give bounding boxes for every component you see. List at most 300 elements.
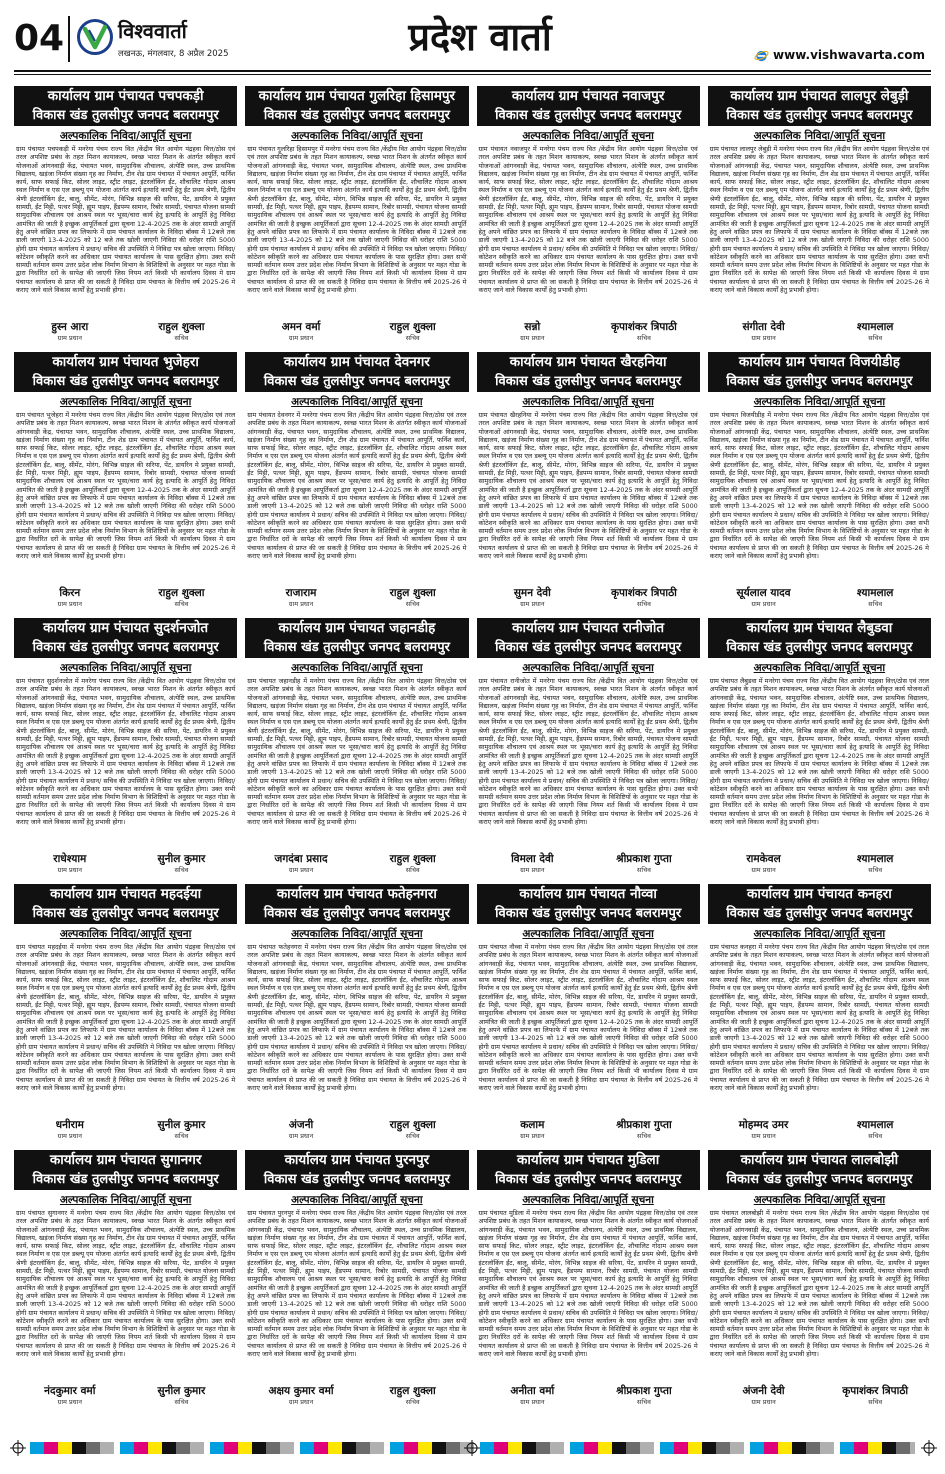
- pradhan-name: मोहम्मद उमर: [738, 1119, 789, 1131]
- sachiv-signature: [357, 320, 469, 343]
- notice-body: [708, 411, 931, 571]
- registration-mark-icon: [464, 1440, 480, 1456]
- office-prefix: कार्यालय ग्राम पंचायत: [276, 886, 383, 902]
- signatures: [245, 1384, 468, 1412]
- tender-notice: [245, 86, 468, 348]
- signatures: [708, 1118, 931, 1146]
- signatures: [245, 1118, 468, 1146]
- tender-notice: [14, 86, 237, 348]
- pradhan-signature: [14, 586, 126, 609]
- notice-office-title: [710, 1151, 929, 1170]
- body-text: में मनरेगा पंचम राज्य वित /केंद्रीय वित आयोग पंद्रहवा वित्त/ठोस एवं तरल अपशिष्ट प्रबंध के तहत मिशन कायाकल्प, स्वच्छ भारत मिशन के अंतर्गत स्वीकृत कार्य योजनाओं आंगनवाड़ी केंद्र, पंचायत भवन, सामुदायिक शौचालय, अंत्येष्टि स्थल, उच्च प्राथमिक विद्यालय, खड़ंजा निर्माण संख्या गृह का निर्माण, टीन शेड ग्राम पंचायत में पंचायत आपूर्ति, फर्निश कार्य, साफ सफाई किट, सोलर लाइट, स्ट्रीट लाइट, इंटरलॉकिंग ईंट, शौचालिट गोदाम आश्रय स्थल निर्माण व एस एल डब्ल्यू एम योजना अंतर्गत कार्य इत्यादि कार्यों हेतु ईंट प्रथम श्रेणी, द्वितीय श्रेणी इंटरलॉकिंग ईंट, बालू, सीमेंट, मोरंग, विभिन्न साइज की सरिया, पेंट, डायरिन मे प्रयुक्त सामग्री, ईंट मिट्टी, पत्थर मिट्टी, ह्यूम पाइप, हैंडपम्प सामान, रिबोर सामग्री, पंचायत योजना सामग्री सामुदायिक शौचालय एवं आश्रय स्थल पर भूसा/चारा कार्य हेतु इत्यादि के आपूर्ति हेतु निविदा आमंत्रित की जाती है इच्छुक आपूर्तिकर्ता द्वारा सूचना 12-4-2025 तक के अंदर सामग्री आपूर्ति हेतु अपने वांछित प्रपत्र का लिफाफे में ग्राम पंचायत कार्यालय के निविदा बॉक्स में 12बजे तक डाली जाएगी 13-4-2025 को 12 बजे तक खोली जाएगी निविदा की धरोहर राशि 5000 होगी ग्राम पंचायत कार्यालय मे प्रधान/ सचिव की उपस्थिति मे निविदा पत्र खोला जाएगा। निविदा/कोटेशन स्वीकृति करने का अधिकार ग्राम पंचायत कार्यालय के पास सुरक्षित होगा। उक्त सभी सामग्री वर्तमान समय उत्तर प्रदेश लोक निर्माण विभाग के विशिष्टियों के अनुसार पर महत गोडा के द्वारा निर्धारित दरों के सापेक्ष की जाएगी जिस नियम शर्त किसी भी कार्यालय दिवस मे ग्राम पंचायत कार्यालय से प्राप्त की जा सकती है निविदा ग्राम पंचायत के वित्तीय वर्ष 2025-26 मे कराए जाने वाले विकास कार्यों हेतु प्रभावी होगा।: [709, 1209, 930, 1359]
- office-prefix: कार्यालय ग्राम पंचायत: [740, 1152, 847, 1168]
- panchayat-name: जहानडीह: [389, 620, 436, 636]
- pradhan-role: ग्राम प्रधान: [288, 1398, 314, 1406]
- notice-header: [477, 86, 700, 126]
- panchayat-name: पुरनपुर: [395, 1152, 430, 1168]
- signatures: [245, 586, 468, 614]
- pradhan-name: सुमन देवी: [513, 587, 551, 599]
- tender-notice: [245, 618, 468, 880]
- notice-header: [245, 618, 468, 658]
- pradhan-signature: [708, 586, 820, 609]
- pradhan-signature: [477, 1118, 589, 1141]
- pradhan-role: ग्राम प्रधान: [520, 1132, 545, 1140]
- notice-type: अल्पकालिक निविदा/आपूर्ति सूचना: [522, 928, 654, 940]
- sachiv-name: सुनील कुमार: [157, 1119, 206, 1131]
- notice-block-line: विकास खंड तुलसीपुर जनपद बलरामपुर: [263, 906, 450, 921]
- notice-body: [14, 943, 237, 1103]
- tender-notice: [708, 1150, 931, 1412]
- panchayat-name: महदईया: [160, 886, 202, 902]
- body-prefix: ग्राम पंचायत: [709, 145, 738, 153]
- body-prefix: ग्राम पंचायत: [16, 145, 45, 153]
- notice-type: अल्पकालिक निविदा/आपूर्ति सूचना: [291, 1194, 423, 1206]
- body-text: में मनरेगा पंचम राज्य वित /केंद्रीय वित आयोग पंद्रहवा वित्त/ठोस एवं तरल अपशिष्ट प्रबंध के तहत मिशन कायाकल्प, स्वच्छ भारत मिशन के अंतर्गत स्वीकृत कार्य योजनाओं आंगनवाड़ी केंद्र, पंचायत भवन, सामुदायिक शौचालय, अंत्येष्टि स्थल, उच्च प्राथमिक विद्यालय, खड़ंजा निर्माण संख्या गृह का निर्माण, टीन शेड ग्राम पंचायत में पंचायत आपूर्ति, फर्निश कार्य, साफ सफाई किट, सोलर लाइट, स्ट्रीट लाइट, इंटरलॉकिंग ईंट, शौचालिट गोदाम आश्रय स्थल निर्माण व एस एल डब्ल्यू एम योजना अंतर्गत कार्य इत्यादि कार्यों हेतु ईंट प्रथम श्रेणी, द्वितीय श्रेणी इंटरलॉकिंग ईंट, बालू, सीमेंट, मोरंग, विभिन्न साइज की सरिया, पेंट, डायरिन मे प्रयुक्त सामग्री, ईंट मिट्टी, पत्थर मिट्टी, ह्यूम पाइप, हैंडपम्प सामान, रिबोर सामग्री, पंचायत योजना सामग्री सामुदायिक शौचालय एवं आश्रय स्थल पर भूसा/चारा कार्य हेतु इत्यादि के आपूर्ति हेतु निविदा आमंत्रित की जाती है इच्छुक आपूर्तिकर्ता द्वारा सूचना 12-4-2025 तक के अंदर सामग्री आपूर्ति हेतु अपने वांछित प्रपत्र का लिफाफे में ग्राम पंचायत कार्यालय के निविदा बॉक्स में 12बजे तक डाली जाएगी 13-4-2025 को 12 बजे तक खोली जाएगी निविदा की धरोहर राशि 5000 होगी ग्राम पंचायत कार्यालय मे प्रधान/ सचिव की उपस्थिति मे निविदा पत्र खोला जाएगा। निविदा/कोटेशन स्वीकृति करने का अधिकार ग्राम पंचायत कार्यालय के पास सुरक्षित होगा। उक्त सभी सामग्री वर्तमान समय उत्तर प्रदेश लोक निर्माण विभाग के विशिष्टियों के अनुसार पर महत गोडा के द्वारा निर्धारित दरों के सापेक्ष की जाएगी जिस नियम शर्त किसी भी कार्यालय दिवस मे ग्राम पंचायत कार्यालय से प्राप्त की जा सकती है निविदा ग्राम पंचायत के वित्तीय वर्ष 2025-26 मे कराए जाने वाले विकास कार्यों हेतु प्रभावी होगा।: [478, 1209, 698, 1359]
- body-text: में मनरेगा पंचम राज्य वित /केंद्रीय वित आयोग पंद्रहवा वित्त/ठोस एवं तरल अपशिष्ट प्रबंध के तहत मिशन कायाकल्प, स्वच्छ भारत मिशन के अंतर्गत स्वीकृत कार्य योजनाओं आंगनवाड़ी केंद्र, पंचायत भवन, सामुदायिक शौचालय, अंत्येष्टि स्थल, उच्च प्राथमिक विद्यालय, खड़ंजा निर्माण संख्या गृह का निर्माण, टीन शेड ग्राम पंचायत में पंचायत आपूर्ति, फर्निश कार्य, साफ सफाई किट, सोलर लाइट, स्ट्रीट लाइट, इंटरलॉकिंग ईंट, शौचालिट गोदाम आश्रय स्थल निर्माण व एस एल डब्ल्यू एम योजना अंतर्गत कार्य इत्यादि कार्यों हेतु ईंट प्रथम श्रेणी, द्वितीय श्रेणी इंटरलॉकिंग ईंट, बालू, सीमेंट, मोरंग, विभिन्न साइज की सरिया, पेंट, डायरिन मे प्रयुक्त सामग्री, ईंट मिट्टी, पत्थर मिट्टी, ह्यूम पाइप, हैंडपम्प सामान, रिबोर सामग्री, पंचायत योजना सामग्री सामुदायिक शौचालय एवं आश्रय स्थल पर भूसा/चारा कार्य हेतु इत्यादि के आपूर्ति हेतु निविदा आमंत्रित की जाती है इच्छुक आपूर्तिकर्ता द्वारा सूचना 12-4-2025 तक के अंदर सामग्री आपूर्ति हेतु अपने वांछित प्रपत्र का लिफाफे में ग्राम पंचायत कार्यालय के निविदा बॉक्स में 12बजे तक डाली जाएगी 13-4-2025 को 12 बजे तक खोली जाएगी निविदा की धरोहर राशि 5000 होगी ग्राम पंचायत कार्यालय मे प्रधान/ सचिव की उपस्थिति मे निविदा पत्र खोला जाएगा। निविदा/कोटेशन स्वीकृति करने का अधिकार ग्राम पंचायत कार्यालय के पास सुरक्षित होगा। उक्त सभी सामग्री वर्तमान समय उत्तर प्रदेश लोक निर्माण विभाग के विशिष्टियों के अनुसार पर महत गोडा के द्वारा निर्धारित दरों के सापेक्ष की जाएगी जिस नियम शर्त किसी भी कार्यालय दिवस मे ग्राम पंचायत कार्यालय से प्राप्त की जा सकती है निविदा ग्राम पंचायत के वित्तीय वर्ष 2025-26 मे कराए जाने वाले विकास कार्यों हेतु प्रभावी होगा।: [16, 1209, 236, 1359]
- pradhan-role: ग्राम प्रधान: [57, 334, 82, 342]
- body-prefix: ग्राम पंचायत: [709, 1209, 739, 1217]
- notice-office-title: [16, 619, 235, 638]
- office-prefix: कार्यालय ग्राम पंचायत: [517, 1152, 624, 1168]
- pradhan-role: ग्राम प्रधान: [751, 1132, 776, 1140]
- notice-body: [245, 145, 468, 305]
- pradhan-role: ग्राम प्रधान: [751, 334, 776, 342]
- pradhan-name: राजाराम: [285, 587, 317, 599]
- notice-block-line: विकास खंड तुलसीपुर जनपद बलरामपुर: [726, 906, 913, 921]
- brand-name: विश्ववार्ता: [118, 19, 187, 43]
- pradhan-signature: [14, 320, 126, 343]
- tender-notice: [477, 352, 700, 614]
- sachiv-role: सचिव: [174, 1132, 189, 1140]
- body-panchayat-name: पुरनपुर: [277, 1209, 294, 1217]
- pradhan-name: अमन वर्मा: [281, 321, 321, 333]
- notice-header: [245, 884, 468, 924]
- notice-type: अल्पकालिक निविदा/आपूर्ति सूचना: [59, 928, 192, 940]
- notice-body: [14, 1209, 237, 1369]
- body-panchayat-name: देवनगर: [277, 411, 295, 419]
- notice-type: अल्पकालिक निविदा/आपूर्ति सूचना: [59, 1194, 192, 1206]
- pradhan-role: ग्राम प्रधान: [751, 1398, 776, 1406]
- signatures: [477, 852, 700, 880]
- body-text: में मनरेगा पंचम राज्य वित /केंद्रीय वित आयोग पंद्रहवा वित्त/ठोस एवं तरल अपशिष्ट प्रबंध के तहत मिशन कायाकल्प, स्वच्छ भारत मिशन के अंतर्गत स्वीकृत कार्य योजनाओं आंगनवाड़ी केंद्र, पंचायत भवन, सामुदायिक शौचालय, अंत्येष्टि स्थल, उच्च प्राथमिक विद्यालय, खड़ंजा निर्माण संख्या गृह का निर्माण, टीन शेड ग्राम पंचायत में पंचायत आपूर्ति, फर्निश कार्य, साफ सफाई किट, सोलर लाइट, स्ट्रीट लाइट, इंटरलॉकिंग ईंट, शौचालिट गोदाम आश्रय स्थल निर्माण व एस एल डब्ल्यू एम योजना अंतर्गत कार्य इत्यादि कार्यों हेतु ईंट प्रथम श्रेणी, द्वितीय श्रेणी इंटरलॉकिंग ईंट, बालू, सीमेंट, मोरंग, विभिन्न साइज की सरिया, पेंट, डायरिन मे प्रयुक्त सामग्री, ईंट मिट्टी, पत्थर मिट्टी, ह्यूम पाइप, हैंडपम्प सामान, रिबोर सामग्री, पंचायत योजना सामग्री सामुदायिक शौचालय एवं आश्रय स्थल पर भूसा/चारा कार्य हेतु इत्यादि के आपूर्ति हेतु निविदा आमंत्रित की जाती है इच्छुक आपूर्तिकर्ता द्वारा सूचना 12-4-2025 तक के अंदर सामग्री आपूर्ति हेतु अपने वांछित प्रपत्र का लिफाफे में ग्राम पंचायत कार्यालय के निविदा बॉक्स में 12बजे तक डाली जाएगी 13-4-2025 को 12 बजे तक खोली जाएगी निविदा की धरोहर राशि 5000 होगी ग्राम पंचायत कार्यालय मे प्रधान/ सचिव की उपस्थिति मे निविदा पत्र खोला जाएगा। निविदा/कोटेशन स्वीकृति करने का अधिकार ग्राम पंचायत कार्यालय के पास सुरक्षित होगा। उक्त सभी सामग्री वर्तमान समय उत्तर प्रदेश लोक निर्माण विभाग के विशिष्टियों के अनुसार पर महत गोडा के द्वारा निर्धारित दरों के सापेक्ष की जाएगी जिस नियम शर्त किसी भी कार्यालय दिवस मे ग्राम पंचायत कार्यालय से प्राप्त की जा सकती है निविदा ग्राम पंचायत के वित्तीय वर्ष 2025-26 मे कराए जाने वाले विकास कार्यों हेतु प्रभावी होगा।: [247, 943, 467, 1093]
- notice-block-line: विकास खंड तुलसीपुर जनपद बलरामपुर: [495, 1172, 682, 1187]
- body-prefix: ग्राम पंचायत: [247, 677, 276, 685]
- notice-type: अल्पकालिक निविदा/आपूर्ति सूचना: [522, 1194, 654, 1206]
- body-panchayat-name: लालपुर लेबुड़ी: [739, 145, 772, 153]
- body-text: में मनरेगा पंचम राज्य वित /केंद्रीय वित आयोग पंद्रहवा वित्त/ठोस एवं तरल अपशिष्ट प्रबंध के तहत मिशन कायाकल्प, स्वच्छ भारत मिशन के अंतर्गत स्वीकृत कार्य योजनाओं आंगनवाड़ी केंद्र, पंचायत भवन, सामुदायिक शौचालय, अंत्येष्टि स्थल, उच्च प्राथमिक विद्यालय, खड़ंजा निर्माण संख्या गृह का निर्माण, टीन शेड ग्राम पंचायत में पंचायत आपूर्ति, फर्निश कार्य, साफ सफाई किट, सोलर लाइट, स्ट्रीट लाइट, इंटरलॉकिंग ईंट, शौचालिट गोदाम आश्रय स्थल निर्माण व एस एल डब्ल्यू एम योजना अंतर्गत कार्य इत्यादि कार्यों हेतु ईंट प्रथम श्रेणी, द्वितीय श्रेणी इंटरलॉकिंग ईंट, बालू, सीमेंट, मोरंग, विभिन्न साइज की सरिया, पेंट, डायरिन मे प्रयुक्त सामग्री, ईंट मिट्टी, पत्थर मिट्टी, ह्यूम पाइप, हैंडपम्प सामान, रिबोर सामग्री, पंचायत योजना सामग्री सामुदायिक शौचालय एवं आश्रय स्थल पर भूसा/चारा कार्य हेतु इत्यादि के आपूर्ति हेतु निविदा आमंत्रित की जाती है इच्छुक आपूर्तिकर्ता द्वारा सूचना 12-4-2025 तक के अंदर सामग्री आपूर्ति हेतु अपने वांछित प्रपत्र का लिफाफे में ग्राम पंचायत कार्यालय के निविदा बॉक्स में 12बजे तक डाली जाएगी 13-4-2025 को 12 बजे तक खोली जाएगी निविदा की धरोहर राशि 5000 होगी ग्राम पंचायत कार्यालय मे प्रधान/ सचिव की उपस्थिति मे निविदा पत्र खोला जाएगा। निविदा/कोटेशन स्वीकृति करने का अधिकार ग्राम पंचायत कार्यालय के पास सुरक्षित होगा। उक्त सभी सामग्री वर्तमान समय उत्तर प्रदेश लोक निर्माण विभाग के विशिष्टियों के अनुसार पर महत गोडा के द्वारा निर्धारित दरों के सापेक्ष की जाएगी जिस नियम शर्त किसी भी कार्यालय दिवस मे ग्राम पंचायत कार्यालय से प्राप्त की जा सकती है निविदा ग्राम पंचायत के वित्तीय वर्ष 2025-26 मे कराए जाने वाले विकास कार्यों हेतु प्रभावी होगा।: [478, 943, 698, 1093]
- panchayat-name: लालबोझी: [851, 1152, 899, 1168]
- vishwavarta-logo-icon: [76, 18, 114, 56]
- pradhan-signature: [708, 320, 820, 343]
- panchayat-name: पचपकड़ी: [158, 88, 204, 104]
- tender-notice: [708, 884, 931, 1146]
- sachiv-role: सचिव: [868, 1132, 883, 1140]
- pradhan-role: ग्राम प्रधान: [520, 334, 545, 342]
- pradhan-signature: [14, 1384, 126, 1407]
- body-text: में मनरेगा पंचम राज्य वित /केंद्रीय वित आयोग पंद्रहवा वित्त/ठोस एवं तरल अपशिष्ट प्रबंध के तहत मिशन कायाकल्प, स्वच्छ भारत मिशन के अंतर्गत स्वीकृत कार्य योजनाओं आंगनवाड़ी केंद्र, पंचायत भवन, सामुदायिक शौचालय, अंत्येष्टि स्थल, उच्च प्राथमिक विद्यालय, खड़ंजा निर्माण संख्या गृह का निर्माण, टीन शेड ग्राम पंचायत में पंचायत आपूर्ति, फर्निश कार्य, साफ सफाई किट, सोलर लाइट, स्ट्रीट लाइट, इंटरलॉकिंग ईंट, शौचालिट गोदाम आश्रय स्थल निर्माण व एस एल डब्ल्यू एम योजना अंतर्गत कार्य इत्यादि कार्यों हेतु ईंट प्रथम श्रेणी, द्वितीय श्रेणी इंटरलॉकिंग ईंट, बालू, सीमेंट, मोरंग, विभिन्न साइज की सरिया, पेंट, डायरिन मे प्रयुक्त सामग्री, ईंट मिट्टी, पत्थर मिट्टी, ह्यूम पाइप, हैंडपम्प सामान, रिबोर सामग्री, पंचायत योजना सामग्री सामुदायिक शौचालय एवं आश्रय स्थल पर भूसा/चारा कार्य हेतु इत्यादि के आपूर्ति हेतु निविदा आमंत्रित की जाती है इच्छुक आपूर्तिकर्ता द्वारा सूचना 12-4-2025 तक के अंदर सामग्री आपूर्ति हेतु अपने वांछित प्रपत्र का लिफाफे में ग्राम पंचायत कार्यालय के निविदा बॉक्स में 12बजे तक डाली जाएगी 13-4-2025 को 12 बजे तक खोली जाएगी निविदा की धरोहर राशि 5000 होगी ग्राम पंचायत कार्यालय मे प्रधान/ सचिव की उपस्थिति मे निविदा पत्र खोला जाएगा। निविदा/कोटेशन स्वीकृति करने का अधिकार ग्राम पंचायत कार्यालय के पास सुरक्षित होगा। उक्त सभी सामग्री वर्तमान समय उत्तर प्रदेश लोक निर्माण विभाग के विशिष्टियों के अनुसार पर महत गोडा के द्वारा निर्धारित दरों के सापेक्ष की जाएगी जिस नियम शर्त किसी भी कार्यालय दिवस मे ग्राम पंचायत कार्यालय से प्राप्त की जा सकती है निविदा ग्राम पंचायत के वित्तीय वर्ष 2025-26 मे कराए जाने वाले विकास कार्यों हेतु प्रभावी होगा।: [478, 411, 698, 561]
- notice-office-title: [16, 1151, 235, 1170]
- signatures: [477, 586, 700, 614]
- panchayat-name: लालपुर लेबुड़ी: [841, 88, 909, 104]
- pradhan-signature: [708, 1118, 820, 1141]
- sachiv-signature: [357, 1118, 469, 1141]
- sachiv-name: श्यामलाल: [856, 1119, 894, 1131]
- body-text: में मनरेगा पंचम राज्य वित /केंद्रीय वित आयोग पंद्रहवा वित्त/ठोस एवं तरल अपशिष्ट प्रबंध के तहत मिशन कायाकल्प, स्वच्छ भारत मिशन के अंतर्गत स्वीकृत कार्य योजनाओं आंगनवाड़ी केंद्र, पंचायत भवन, सामुदायिक शौचालय, अंत्येष्टि स्थल, उच्च प्राथमिक विद्यालय, खड़ंजा निर्माण संख्या गृह का निर्माण, टीन शेड ग्राम पंचायत में पंचायत आपूर्ति, फर्निश कार्य, साफ सफाई किट, सोलर लाइट, स्ट्रीट लाइट, इंटरलॉकिंग ईंट, शौचालिट गोदाम आश्रय स्थल निर्माण व एस एल डब्ल्यू एम योजना अंतर्गत कार्य इत्यादि कार्यों हेतु ईंट प्रथम श्रेणी, द्वितीय श्रेणी इंटरलॉकिंग ईंट, बालू, सीमेंट, मोरंग, विभिन्न साइज की सरिया, पेंट, डायरिन मे प्रयुक्त सामग्री, ईंट मिट्टी, पत्थर मिट्टी, ह्यूम पाइप, हैंडपम्प सामान, रिबोर सामग्री, पंचायत योजना सामग्री सामुदायिक शौचालय एवं आश्रय स्थल पर भूसा/चारा कार्य हेतु इत्यादि के आपूर्ति हेतु निविदा आमंत्रित की जाती है इच्छुक आपूर्तिकर्ता द्वारा सूचना 12-4-2025 तक के अंदर सामग्री आपूर्ति हेतु अपने वांछित प्रपत्र का लिफाफे में ग्राम पंचायत कार्यालय के निविदा बॉक्स में 12बजे तक डाली जाएगी 13-4-2025 को 12 बजे तक खोली जाएगी निविदा की धरोहर राशि 5000 होगी ग्राम पंचायत कार्यालय मे प्रधान/ सचिव की उपस्थिति मे निविदा पत्र खोला जाएगा। निविदा/कोटेशन स्वीकृति करने का अधिकार ग्राम पंचायत कार्यालय के पास सुरक्षित होगा। उक्त सभी सामग्री वर्तमान समय उत्तर प्रदेश लोक निर्माण विभाग के विशिष्टियों के अनुसार पर महत गोडा के द्वारा निर्धारित दरों के सापेक्ष की जाएगी जिस नियम शर्त किसी भी कार्यालय दिवस मे ग्राम पंचायत कार्यालय से प्राप्त की जा सकती है निविदा ग्राम पंचायत के वित्तीय वर्ष 2025-26 मे कराए जाने वाले विकास कार्यों हेतु प्रभावी होगा।: [16, 145, 236, 295]
- tender-notice: [477, 884, 700, 1146]
- sachiv-name: राहुल शुक्ला: [158, 321, 205, 333]
- sachiv-signature: [126, 1118, 238, 1141]
- notice-header: [708, 618, 931, 658]
- masthead-rule: [14, 70, 931, 72]
- notice-header: [477, 1150, 700, 1190]
- signatures: [14, 852, 237, 880]
- sachiv-signature: [588, 1384, 700, 1407]
- signatures: [245, 852, 468, 880]
- notice-body: [477, 145, 700, 305]
- office-prefix: कार्यालय ग्राम पंचायत: [746, 620, 853, 636]
- notice-office-title: [16, 87, 235, 106]
- notice-block-line: विकास खंड तुलसीपुर जनपद बलरामपुर: [495, 640, 682, 655]
- sachiv-role: सचिव: [637, 334, 651, 342]
- sachiv-name: श्रीप्रकाश गुप्ता: [616, 1119, 672, 1131]
- notice-type: अल्पकालिक निविदा/आपूर्ति सूचना: [522, 396, 654, 408]
- pradhan-role: ग्राम प्रधान: [57, 866, 82, 874]
- tender-notice: [708, 86, 931, 348]
- body-panchayat-name: रानीजोत: [510, 677, 530, 685]
- office-prefix: कार्यालय ग्राम पंचायत: [284, 1152, 391, 1168]
- notice-header: [477, 884, 700, 924]
- tender-notice: [708, 618, 931, 880]
- sachiv-name: राहुल शुक्ला: [389, 1385, 436, 1397]
- body-prefix: ग्राम पंचायत: [247, 411, 276, 419]
- pradhan-signature: [245, 1384, 357, 1407]
- signatures: [245, 320, 468, 348]
- sachiv-role: सचिव: [174, 866, 189, 874]
- pradhan-signature: [477, 852, 589, 875]
- dateline: लखनऊ, मंगलवार, 8 अप्रैल 2025: [118, 49, 229, 59]
- section-title: प्रदेश वार्ता: [408, 15, 552, 59]
- pradhan-name: किरन: [59, 587, 81, 599]
- notice-body: [477, 411, 700, 571]
- page-number: 04: [14, 16, 70, 62]
- notice-block-line: विकास खंड तुलसीपुर जनपद बलरामपुर: [32, 640, 219, 655]
- notice-body: [245, 943, 468, 1103]
- notice-header: [14, 86, 237, 126]
- notice-body: [708, 1209, 931, 1369]
- notice-type: अल्पकालिक निविदा/आपूर्ति सूचना: [59, 396, 192, 408]
- web-e-icon: [754, 48, 769, 63]
- notice-office-title: [479, 1151, 698, 1170]
- panchayat-name: खैरहनिया: [620, 354, 667, 370]
- pradhan-role: ग्राम प्रधान: [57, 600, 82, 608]
- office-prefix: कार्यालय ग्राम पंचायत: [49, 1152, 156, 1168]
- notice-block-line: विकास खंड तुलसीपुर जनपद बलरामपुर: [263, 108, 450, 123]
- signatures: [477, 1118, 700, 1146]
- sachiv-name: कृपाशंकर त्रिपाठी: [610, 587, 677, 599]
- tender-notice: [245, 884, 468, 1146]
- body-prefix: ग्राम पंचायत: [709, 677, 738, 685]
- body-panchayat-name: जहानडीह: [278, 677, 301, 685]
- office-prefix: कार्यालय ग्राम पंचायत: [746, 886, 853, 902]
- pradhan-role: ग्राम प्रधान: [520, 1398, 545, 1406]
- body-prefix: ग्राम पंचायत: [478, 943, 507, 951]
- notice-office-title: [479, 885, 698, 904]
- sachiv-role: सचिव: [174, 334, 189, 342]
- pradhan-role: ग्राम प्रधान: [751, 866, 776, 874]
- body-prefix: ग्राम पंचायत: [709, 943, 738, 951]
- notice-header: [245, 352, 468, 392]
- notice-body: [14, 411, 237, 571]
- notice-body: [708, 145, 931, 305]
- office-prefix: कार्यालय ग्राम पंचायत: [278, 620, 385, 636]
- pradhan-name: सन्नो: [524, 321, 541, 333]
- sachiv-role: सचिव: [174, 600, 189, 608]
- body-panchayat-name: कनहरा: [740, 943, 757, 951]
- office-prefix: कार्यालय ग्राम पंचायत: [512, 620, 619, 636]
- notice-block-line: विकास खंड तुलसीपुर जनपद बलरामपुर: [726, 108, 913, 123]
- signatures: [708, 320, 931, 348]
- sachiv-name: राहुल शुक्ला: [389, 1119, 436, 1131]
- masthead-rule-thin: [14, 74, 931, 75]
- notice-block-line: विकास खंड तुलसीपुर जनपद बलरामपुर: [32, 374, 219, 389]
- notice-header: [708, 1150, 931, 1190]
- sachiv-role: सचिव: [868, 866, 883, 874]
- notice-office-title: [16, 353, 235, 372]
- pradhan-signature: [245, 320, 357, 343]
- notice-block-line: विकास खंड तुलसीपुर जनपद बलरामपुर: [726, 1172, 913, 1187]
- sachiv-name: श्यामलाल: [856, 321, 894, 333]
- notice-header: [14, 1150, 237, 1190]
- body-prefix: ग्राम पंचायत: [709, 411, 739, 419]
- notice-type: अल्पकालिक निविदा/आपूर्ति सूचना: [291, 130, 423, 142]
- body-text: में मनरेगा पंचम राज्य वित /केंद्रीय वित आयोग पंद्रहवा वित्त/ठोस एवं तरल अपशिष्ट प्रबंध के तहत मिशन कायाकल्प, स्वच्छ भारत मिशन के अंतर्गत स्वीकृत कार्य योजनाओं आंगनवाड़ी केंद्र, पंचायत भवन, सामुदायिक शौचालय, अंत्येष्टि स्थल, उच्च प्राथमिक विद्यालय, खड़ंजा निर्माण संख्या गृह का निर्माण, टीन शेड ग्राम पंचायत में पंचायत आपूर्ति, फर्निश कार्य, साफ सफाई किट, सोलर लाइट, स्ट्रीट लाइट, इंटरलॉकिंग ईंट, शौचालिट गोदाम आश्रय स्थल निर्माण व एस एल डब्ल्यू एम योजना अंतर्गत कार्य इत्यादि कार्यों हेतु ईंट प्रथम श्रेणी, द्वितीय श्रेणी इंटरलॉकिंग ईंट, बालू, सीमेंट, मोरंग, विभिन्न साइज की सरिया, पेंट, डायरिन मे प्रयुक्त सामग्री, ईंट मिट्टी, पत्थर मिट्टी, ह्यूम पाइप, हैंडपम्प सामान, रिबोर सामग्री, पंचायत योजना सामग्री सामुदायिक शौचालय एवं आश्रय स्थल पर भूसा/चारा कार्य हेतु इत्यादि के आपूर्ति हेतु निविदा आमंत्रित की जाती है इच्छुक आपूर्तिकर्ता द्वारा सूचना 12-4-2025 तक के अंदर सामग्री आपूर्ति हेतु अपने वांछित प्रपत्र का लिफाफे में ग्राम पंचायत कार्यालय के निविदा बॉक्स में 12बजे तक डाली जाएगी 13-4-2025 को 12 बजे तक खोली जाएगी निविदा की धरोहर राशि 5000 होगी ग्राम पंचायत कार्यालय मे प्रधान/ सचिव की उपस्थिति मे निविदा पत्र खोला जाएगा। निविदा/कोटेशन स्वीकृति करने का अधिकार ग्राम पंचायत कार्यालय के पास सुरक्षित होगा। उक्त सभी सामग्री वर्तमान समय उत्तर प्रदेश लोक निर्माण विभाग के विशिष्टियों के अनुसार पर महत गोडा के द्वारा निर्धारित दरों के सापेक्ष की जाएगी जिस नियम शर्त किसी भी कार्यालय दिवस मे ग्राम पंचायत कार्यालय से प्राप्त की जा सकती है निविदा ग्राम पंचायत के वित्तीय वर्ष 2025-26 मे कराए जाने वाले विकास कार्यों हेतु प्रभावी होगा।: [247, 145, 467, 295]
- pradhan-name: कलाम: [520, 1119, 545, 1131]
- notice-header: [14, 352, 237, 392]
- sachiv-name: सुनील कुमार: [157, 1385, 206, 1397]
- pradhan-role: ग्राम प्रधान: [57, 1398, 82, 1406]
- office-prefix: कार्यालय ग्राम पंचायत: [47, 88, 154, 104]
- sachiv-role: सचिव: [405, 334, 420, 342]
- body-panchayat-name: सुदर्शनजोत: [46, 677, 73, 685]
- signatures: [14, 1384, 237, 1412]
- notice-body: [708, 943, 931, 1103]
- pradhan-role: ग्राम प्रधान: [288, 600, 314, 608]
- notice-office-title: [247, 1151, 466, 1170]
- sachiv-signature: [126, 320, 238, 343]
- notice-office-title: [710, 353, 929, 372]
- sachiv-role: सचिव: [405, 866, 420, 874]
- body-text: में मनरेगा पंचम राज्य वित /केंद्रीय वित आयोग पंद्रहवा वित्त/ठोस एवं तरल अपशिष्ट प्रबंध के तहत मिशन कायाकल्प, स्वच्छ भारत मिशन के अंतर्गत स्वीकृत कार्य योजनाओं आंगनवाड़ी केंद्र, पंचायत भवन, सामुदायिक शौचालय, अंत्येष्टि स्थल, उच्च प्राथमिक विद्यालय, खड़ंजा निर्माण संख्या गृह का निर्माण, टीन शेड ग्राम पंचायत में पंचायत आपूर्ति, फर्निश कार्य, साफ सफाई किट, सोलर लाइट, स्ट्रीट लाइट, इंटरलॉकिंग ईंट, शौचालिट गोदाम आश्रय स्थल निर्माण व एस एल डब्ल्यू एम योजना अंतर्गत कार्य इत्यादि कार्यों हेतु ईंट प्रथम श्रेणी, द्वितीय श्रेणी इंटरलॉकिंग ईंट, बालू, सीमेंट, मोरंग, विभिन्न साइज की सरिया, पेंट, डायरिन मे प्रयुक्त सामग्री, ईंट मिट्टी, पत्थर मिट्टी, ह्यूम पाइप, हैंडपम्प सामान, रिबोर सामग्री, पंचायत योजना सामग्री सामुदायिक शौचालय एवं आश्रय स्थल पर भूसा/चारा कार्य हेतु इत्यादि के आपूर्ति हेतु निविदा आमंत्रित की जाती है इच्छुक आपूर्तिकर्ता द्वारा सूचना 12-4-2025 तक के अंदर सामग्री आपूर्ति हेतु अपने वांछित प्रपत्र का लिफाफे में ग्राम पंचायत कार्यालय के निविदा बॉक्स में 12बजे तक डाली जाएगी 13-4-2025 को 12 बजे तक खोली जाएगी निविदा की धरोहर राशि 5000 होगी ग्राम पंचायत कार्यालय मे प्रधान/ सचिव की उपस्थिति मे निविदा पत्र खोला जाएगा। निविदा/कोटेशन स्वीकृति करने का अधिकार ग्राम पंचायत कार्यालय के पास सुरक्षित होगा। उक्त सभी सामग्री वर्तमान समय उत्तर प्रदेश लोक निर्माण विभाग के विशिष्टियों के अनुसार पर महत गोडा के द्वारा निर्धारित दरों के सापेक्ष की जाएगी जिस नियम शर्त किसी भी कार्यालय दिवस मे ग्राम पंचायत कार्यालय से प्राप्त की जा सकती है निविदा ग्राम पंचायत के वित्तीय वर्ष 2025-26 मे कराए जाने वाले विकास कार्यों हेतु प्रभावी होगा।: [709, 943, 929, 1093]
- notice-office-title: [710, 619, 929, 638]
- body-text: में मनरेगा पंचम राज्य वित /केंद्रीय वित आयोग पंद्रहवा वित्त/ठोस एवं तरल अपशिष्ट प्रबंध के तहत मिशन कायाकल्प, स्वच्छ भारत मिशन के अंतर्गत स्वीकृत कार्य योजनाओं आंगनवाड़ी केंद्र, पंचायत भवन, सामुदायिक शौचालय, अंत्येष्टि स्थल, उच्च प्राथमिक विद्यालय, खड़ंजा निर्माण संख्या गृह का निर्माण, टीन शेड ग्राम पंचायत में पंचायत आपूर्ति, फर्निश कार्य, साफ सफाई किट, सोलर लाइट, स्ट्रीट लाइट, इंटरलॉकिंग ईंट, शौचालिट गोदाम आश्रय स्थल निर्माण व एस एल डब्ल्यू एम योजना अंतर्गत कार्य इत्यादि कार्यों हेतु ईंट प्रथम श्रेणी, द्वितीय श्रेणी इंटरलॉकिंग ईंट, बालू, सीमेंट, मोरंग, विभिन्न साइज की सरिया, पेंट, डायरिन मे प्रयुक्त सामग्री, ईंट मिट्टी, पत्थर मिट्टी, ह्यूम पाइप, हैंडपम्प सामान, रिबोर सामग्री, पंचायत योजना सामग्री सामुदायिक शौचालय एवं आश्रय स्थल पर भूसा/चारा कार्य हेतु इत्यादि के आपूर्ति हेतु निविदा आमंत्रित की जाती है इच्छुक आपूर्तिकर्ता द्वारा सूचना 12-4-2025 तक के अंदर सामग्री आपूर्ति हेतु अपने वांछित प्रपत्र का लिफाफे में ग्राम पंचायत कार्यालय के निविदा बॉक्स में 12बजे तक डाली जाएगी 13-4-2025 को 12 बजे तक खोली जाएगी निविदा की धरोहर राशि 5000 होगी ग्राम पंचायत कार्यालय मे प्रधान/ सचिव की उपस्थिति मे निविदा पत्र खोला जाएगा। निविदा/कोटेशन स्वीकृति करने का अधिकार ग्राम पंचायत कार्यालय के पास सुरक्षित होगा। उक्त सभी सामग्री वर्तमान समय उत्तर प्रदेश लोक निर्माण विभाग के विशिष्टियों के अनुसार पर महत गोडा के द्वारा निर्धारित दरों के सापेक्ष की जाएगी जिस नियम शर्त किसी भी कार्यालय दिवस मे ग्राम पंचायत कार्यालय से प्राप्त की जा सकती है निविदा ग्राम पंचायत के वित्तीय वर्ष 2025-26 मे कराए जाने वाले विकास कार्यों हेतु प्रभावी होगा।: [709, 411, 930, 561]
- panchayat-name: विजयीडीह: [849, 354, 900, 370]
- notice-type: अल्पकालिक निविदा/आपूर्ति सूचना: [753, 662, 886, 674]
- notice-block-line: विकास खंड तुलसीपुर जनपद बलरामपुर: [32, 1172, 219, 1187]
- notice-block-line: विकास खंड तुलसीपुर जनपद बलरामपुर: [495, 906, 682, 921]
- body-prefix: ग्राम पंचायत: [478, 145, 508, 153]
- notice-office-title: [479, 353, 698, 372]
- notice-type: अल्पकालिक निविदा/आपूर्ति सूचना: [522, 130, 654, 142]
- sachiv-signature: [588, 852, 700, 875]
- body-text: में मनरेगा पंचम राज्य वित /केंद्रीय वित आयोग पंद्रहवा वित्त/ठोस एवं तरल अपशिष्ट प्रबंध के तहत मिशन कायाकल्प, स्वच्छ भारत मिशन के अंतर्गत स्वीकृत कार्य योजनाओं आंगनवाड़ी केंद्र, पंचायत भवन, सामुदायिक शौचालय, अंत्येष्टि स्थल, उच्च प्राथमिक विद्यालय, खड़ंजा निर्माण संख्या गृह का निर्माण, टीन शेड ग्राम पंचायत में पंचायत आपूर्ति, फर्निश कार्य, साफ सफाई किट, सोलर लाइट, स्ट्रीट लाइट, इंटरलॉकिंग ईंट, शौचालिट गोदाम आश्रय स्थल निर्माण व एस एल डब्ल्यू एम योजना अंतर्गत कार्य इत्यादि कार्यों हेतु ईंट प्रथम श्रेणी, द्वितीय श्रेणी इंटरलॉकिंग ईंट, बालू, सीमेंट, मोरंग, विभिन्न साइज की सरिया, पेंट, डायरिन मे प्रयुक्त सामग्री, ईंट मिट्टी, पत्थर मिट्टी, ह्यूम पाइप, हैंडपम्प सामान, रिबोर सामग्री, पंचायत योजना सामग्री सामुदायिक शौचालय एवं आश्रय स्थल पर भूसा/चारा कार्य हेतु इत्यादि के आपूर्ति हेतु निविदा आमंत्रित की जाती है इच्छुक आपूर्तिकर्ता द्वारा सूचना 12-4-2025 तक के अंदर सामग्री आपूर्ति हेतु अपने वांछित प्रपत्र का लिफाफे में ग्राम पंचायत कार्यालय के निविदा बॉक्स में 12बजे तक डाली जाएगी 13-4-2025 को 12 बजे तक खोली जाएगी निविदा की धरोहर राशि 5000 होगी ग्राम पंचायत कार्यालय मे प्रधान/ सचिव की उपस्थिति मे निविदा पत्र खोला जाएगा। निविदा/कोटेशन स्वीकृति करने का अधिकार ग्राम पंचायत कार्यालय के पास सुरक्षित होगा। उक्त सभी सामग्री वर्तमान समय उत्तर प्रदेश लोक निर्माण विभाग के विशिष्टियों के अनुसार पर महत गोडा के द्वारा निर्धारित दरों के सापेक्ष की जाएगी जिस नियम शर्त किसी भी कार्यालय दिवस मे ग्राम पंचायत कार्यालय से प्राप्त की जा सकती है निविदा ग्राम पंचायत के वित्तीय वर्ष 2025-26 मे कराए जाने वाले विकास कार्यों हेतु प्रभावी होगा।: [247, 677, 467, 827]
- sachiv-role: सचिव: [637, 866, 651, 874]
- pradhan-name: अनीता वर्मा: [510, 1385, 555, 1397]
- pradhan-role: ग्राम प्रधान: [57, 1132, 82, 1140]
- notice-type: अल्पकालिक निविदा/आपूर्ति सूचना: [59, 130, 192, 142]
- notice-header: [245, 86, 468, 126]
- sachiv-signature: [588, 320, 700, 343]
- sachiv-signature: [126, 586, 238, 609]
- office-prefix: कार्यालय ग्राम पंचायत: [511, 88, 618, 104]
- sachiv-name: कृपाशंकर त्रिपाठी: [610, 321, 677, 333]
- notice-header: [477, 352, 700, 392]
- body-panchayat-name: लैबुडवा: [739, 677, 757, 685]
- office-prefix: कार्यालय ग्राम पंचायत: [730, 88, 837, 104]
- sachiv-role: सचिव: [637, 1132, 651, 1140]
- notice-block-line: विकास खंड तुलसीपुर जनपद बलरामपुर: [495, 108, 682, 123]
- signatures: [708, 586, 931, 614]
- body-panchayat-name: गुलरिहा हिसामपुर: [277, 145, 318, 153]
- body-text: में मनरेगा पंचम राज्य वित /केंद्रीय वित आयोग पंद्रहवा वित्त/ठोस एवं तरल अपशिष्ट प्रबंध के तहत मिशन कायाकल्प, स्वच्छ भारत मिशन के अंतर्गत स्वीकृत कार्य योजनाओं आंगनवाड़ी केंद्र, पंचायत भवन, सामुदायिक शौचालय, अंत्येष्टि स्थल, उच्च प्राथमिक विद्यालय, खड़ंजा निर्माण संख्या गृह का निर्माण, टीन शेड ग्राम पंचायत में पंचायत आपूर्ति, फर्निश कार्य, साफ सफाई किट, सोलर लाइट, स्ट्रीट लाइट, इंटरलॉकिंग ईंट, शौचालिट गोदाम आश्रय स्थल निर्माण व एस एल डब्ल्यू एम योजना अंतर्गत कार्य इत्यादि कार्यों हेतु ईंट प्रथम श्रेणी, द्वितीय श्रेणी इंटरलॉकिंग ईंट, बालू, सीमेंट, मोरंग, विभिन्न साइज की सरिया, पेंट, डायरिन मे प्रयुक्त सामग्री, ईंट मिट्टी, पत्थर मिट्टी, ह्यूम पाइप, हैंडपम्प सामान, रिबोर सामग्री, पंचायत योजना सामग्री सामुदायिक शौचालय एवं आश्रय स्थल पर भूसा/चारा कार्य हेतु इत्यादि के आपूर्ति हेतु निविदा आमंत्रित की जाती है इच्छुक आपूर्तिकर्ता द्वारा सूचना 12-4-2025 तक के अंदर सामग्री आपूर्ति हेतु अपने वांछित प्रपत्र का लिफाफे में ग्राम पंचायत कार्यालय के निविदा बॉक्स में 12बजे तक डाली जाएगी 13-4-2025 को 12 बजे तक खोली जाएगी निविदा की धरोहर राशि 5000 होगी ग्राम पंचायत कार्यालय मे प्रधान/ सचिव की उपस्थिति मे निविदा पत्र खोला जाएगा। निविदा/कोटेशन स्वीकृति करने का अधिकार ग्राम पंचायत कार्यालय के पास सुरक्षित होगा। उक्त सभी सामग्री वर्तमान समय उत्तर प्रदेश लोक निर्माण विभाग के विशिष्टियों के अनुसार पर महत गोडा के द्वारा निर्धारित दरों के सापेक्ष की जाएगी जिस नियम शर्त किसी भी कार्यालय दिवस मे ग्राम पंचायत कार्यालय से प्राप्त की जा सकती है निविदा ग्राम पंचायत के वित्तीय वर्ष 2025-26 मे कराए जाने वाले विकास कार्यों हेतु प्रभावी होगा।: [16, 943, 236, 1093]
- pradhan-role: ग्राम प्रधान: [288, 334, 314, 342]
- tender-notice: [14, 1150, 237, 1412]
- pradhan-role: ग्राम प्रधान: [520, 866, 545, 874]
- tender-notice: [477, 1150, 700, 1412]
- pradhan-signature: [477, 1384, 589, 1407]
- body-prefix: ग्राम पंचायत: [478, 1209, 507, 1217]
- body-panchayat-name: लालबोझी: [741, 1209, 764, 1217]
- sachiv-name: राहुल शुक्ला: [389, 587, 436, 599]
- body-panchayat-name: सुगानगर: [47, 1209, 68, 1217]
- pradhan-name: राधेश्याम: [53, 853, 87, 865]
- pradhan-name: नंदकुमार वर्मा: [44, 1385, 96, 1397]
- notice-office-title: [710, 885, 929, 904]
- notice-block-line: विकास खंड तुलसीपुर जनपद बलरामपुर: [726, 640, 913, 655]
- pradhan-signature: [245, 586, 357, 609]
- notice-type: अल्पकालिक निविदा/आपूर्ति सूचना: [291, 662, 423, 674]
- notice-type: अल्पकालिक निविदा/आपूर्ति सूचना: [59, 662, 192, 674]
- pradhan-name: विमला देवी: [511, 853, 554, 865]
- pradhan-name: संगीता देवी: [742, 321, 785, 333]
- notice-body: [245, 411, 468, 571]
- sachiv-signature: [126, 1384, 238, 1407]
- notice-office-title: [16, 885, 235, 904]
- pradhan-name: अक्षय कुमार वर्मा: [268, 1385, 334, 1397]
- sachiv-name: कृपाशंकर त्रिपाठी: [842, 1385, 909, 1397]
- signatures: [14, 1118, 237, 1146]
- sachiv-name: श्यामलाल: [856, 587, 894, 599]
- office-prefix: कार्यालय ग्राम पंचायत: [509, 354, 616, 370]
- panchayat-name: मुडिला: [627, 1152, 660, 1168]
- sachiv-signature: [588, 586, 700, 609]
- notice-body: [477, 943, 700, 1103]
- sachiv-name: सुनील कुमार: [157, 853, 206, 865]
- signatures: [708, 852, 931, 880]
- notice-header: [708, 884, 931, 924]
- tender-notice: [14, 884, 237, 1146]
- panchayat-name: सुदर्शनजोत: [153, 620, 209, 636]
- sachiv-signature: [819, 320, 931, 343]
- panchayat-name: फतेहनगरा: [387, 886, 437, 902]
- sachiv-signature: [357, 1384, 469, 1407]
- sachiv-role: सचिव: [174, 1398, 189, 1406]
- notice-office-title: [247, 885, 466, 904]
- body-panchayat-name: फतेहनगरा: [278, 943, 302, 951]
- body-panchayat-name: महदईया: [47, 943, 67, 951]
- signatures: [708, 1384, 931, 1412]
- tender-notice: [477, 86, 700, 348]
- notice-office-title: [479, 87, 698, 106]
- pradhan-role: ग्राम प्रधान: [288, 866, 314, 874]
- office-prefix: कार्यालय ग्राम पंचायत: [258, 88, 365, 104]
- notice-header: [477, 618, 700, 658]
- body-panchayat-name: भुजेहरा: [46, 411, 64, 419]
- sachiv-name: श्यामलाल: [856, 853, 894, 865]
- sachiv-role: सचिव: [868, 334, 883, 342]
- body-text: में मनरेगा पंचम राज्य वित /केंद्रीय वित आयोग पंद्रहवा वित्त/ठोस एवं तरल अपशिष्ट प्रबंध के तहत मिशन कायाकल्प, स्वच्छ भारत मिशन के अंतर्गत स्वीकृत कार्य योजनाओं आंगनवाड़ी केंद्र, पंचायत भवन, सामुदायिक शौचालय, अंत्येष्टि स्थल, उच्च प्राथमिक विद्यालय, खड़ंजा निर्माण संख्या गृह का निर्माण, टीन शेड ग्राम पंचायत में पंचायत आपूर्ति, फर्निश कार्य, साफ सफाई किट, सोलर लाइट, स्ट्रीट लाइट, इंटरलॉकिंग ईंट, शौचालिट गोदाम आश्रय स्थल निर्माण व एस एल डब्ल्यू एम योजना अंतर्गत कार्य इत्यादि कार्यों हेतु ईंट प्रथम श्रेणी, द्वितीय श्रेणी इंटरलॉकिंग ईंट, बालू, सीमेंट, मोरंग, विभिन्न साइज की सरिया, पेंट, डायरिन मे प्रयुक्त सामग्री, ईंट मिट्टी, पत्थर मिट्टी, ह्यूम पाइप, हैंडपम्प सामान, रिबोर सामग्री, पंचायत योजना सामग्री सामुदायिक शौचालय एवं आश्रय स्थल पर भूसा/चारा कार्य हेतु इत्यादि के आपूर्ति हेतु निविदा आमंत्रित की जाती है इच्छुक आपूर्तिकर्ता द्वारा सूचना 12-4-2025 तक के अंदर सामग्री आपूर्ति हेतु अपने वांछित प्रपत्र का लिफाफे में ग्राम पंचायत कार्यालय के निविदा बॉक्स में 12बजे तक डाली जाएगी 13-4-2025 को 12 बजे तक खोली जाएगी निविदा की धरोहर राशि 5000 होगी ग्राम पंचायत कार्यालय मे प्रधान/ सचिव की उपस्थिति मे निविदा पत्र खोला जाएगा। निविदा/कोटेशन स्वीकृति करने का अधिकार ग्राम पंचायत कार्यालय के पास सुरक्षित होगा। उक्त सभी सामग्री वर्तमान समय उत्तर प्रदेश लोक निर्माण विभाग के विशिष्टियों के अनुसार पर महत गोडा के द्वारा निर्धारित दरों के सापेक्ष की जाएगी जिस नियम शर्त किसी भी कार्यालय दिवस मे ग्राम पंचायत कार्यालय से प्राप्त की जा सकती है निविदा ग्राम पंचायत के वित्तीय वर्ष 2025-26 मे कराए जाने वाले विकास कार्यों हेतु प्रभावी होगा।: [247, 411, 467, 561]
- notice-office-title: [710, 87, 929, 106]
- sachiv-name: श्रीप्रकाश गुप्ता: [616, 1385, 672, 1397]
- notice-office-title: [247, 619, 466, 638]
- notices-grid: [14, 86, 931, 1416]
- notice-block-line: विकास खंड तुलसीपुर जनपद बलरामपुर: [32, 108, 219, 123]
- notice-body: [14, 145, 237, 305]
- notice-block-line: विकास खंड तुलसीपुर जनपद बलरामपुर: [263, 374, 450, 389]
- body-prefix: ग्राम पंचायत: [247, 943, 276, 951]
- notice-body: [14, 677, 237, 837]
- notice-block-line: विकास खंड तुलसीपुर जनपद बलरामपुर: [263, 1172, 450, 1187]
- website-url[interactable]: www.vishwavarta.com: [773, 48, 925, 62]
- office-prefix: कार्यालय ग्राम पंचायत: [283, 354, 390, 370]
- pradhan-signature: [245, 1118, 357, 1141]
- tender-notice: [245, 352, 468, 614]
- pradhan-name: सूर्यलाल यादव: [736, 587, 791, 599]
- panchayat-name: नौव्वा: [630, 886, 657, 902]
- registration-mark-icon: [921, 1440, 937, 1456]
- notice-body: [708, 677, 931, 837]
- notice-body: [245, 1209, 468, 1369]
- notice-block-line: विकास खंड तुलसीपुर जनपद बलरामपुर: [263, 640, 450, 655]
- signatures: [14, 586, 237, 614]
- sachiv-role: सचिव: [868, 1398, 883, 1406]
- notice-block-line: विकास खंड तुलसीपुर जनपद बलरामपुर: [726, 374, 913, 389]
- tender-notice: [14, 618, 237, 880]
- body-prefix: ग्राम पंचायत: [16, 943, 45, 951]
- sachiv-role: सचिव: [405, 1132, 420, 1140]
- office-prefix: कार्यालय ग्राम पंचायत: [52, 354, 159, 370]
- notice-type: अल्पकालिक निविदा/आपूर्ति सूचना: [753, 396, 886, 408]
- sachiv-role: सचिव: [637, 1398, 651, 1406]
- tender-notice: [708, 352, 931, 614]
- body-text: में मनरेगा पंचम राज्य वित /केंद्रीय वित आयोग पंद्रहवा वित्त/ठोस एवं तरल अपशिष्ट प्रबंध के तहत मिशन कायाकल्प, स्वच्छ भारत मिशन के अंतर्गत स्वीकृत कार्य योजनाओं आंगनवाड़ी केंद्र, पंचायत भवन, सामुदायिक शौचालय, अंत्येष्टि स्थल, उच्च प्राथमिक विद्यालय, खड़ंजा निर्माण संख्या गृह का निर्माण, टीन शेड ग्राम पंचायत में पंचायत आपूर्ति, फर्निश कार्य, साफ सफाई किट, सोलर लाइट, स्ट्रीट लाइट, इंटरलॉकिंग ईंट, शौचालिट गोदाम आश्रय स्थल निर्माण व एस एल डब्ल्यू एम योजना अंतर्गत कार्य इत्यादि कार्यों हेतु ईंट प्रथम श्रेणी, द्वितीय श्रेणी इंटरलॉकिंग ईंट, बालू, सीमेंट, मोरंग, विभिन्न साइज की सरिया, पेंट, डायरिन मे प्रयुक्त सामग्री, ईंट मिट्टी, पत्थर मिट्टी, ह्यूम पाइप, हैंडपम्प सामान, रिबोर सामग्री, पंचायत योजना सामग्री सामुदायिक शौचालय एवं आश्रय स्थल पर भूसा/चारा कार्य हेतु इत्यादि के आपूर्ति हेतु निविदा आमंत्रित की जाती है इच्छुक आपूर्तिकर्ता द्वारा सूचना 12-4-2025 तक के अंदर सामग्री आपूर्ति हेतु अपने वांछित प्रपत्र का लिफाफे में ग्राम पंचायत कार्यालय के निविदा बॉक्स में 12बजे तक डाली जाएगी 13-4-2025 को 12 बजे तक खोली जाएगी निविदा की धरोहर राशि 5000 होगी ग्राम पंचायत कार्यालय मे प्रधान/ सचिव की उपस्थिति मे निविदा पत्र खोला जाएगा। निविदा/कोटेशन स्वीकृति करने का अधिकार ग्राम पंचायत कार्यालय के पास सुरक्षित होगा। उक्त सभी सामग्री वर्तमान समय उत्तर प्रदेश लोक निर्माण विभाग के विशिष्टियों के अनुसार पर महत गोडा के द्वारा निर्धारित दरों के सापेक्ष की जाएगी जिस नियम शर्त किसी भी कार्यालय दिवस मे ग्राम पंचायत कार्यालय से प्राप्त की जा सकती है निविदा ग्राम पंचायत के वित्तीय वर्ष 2025-26 मे कराए जाने वाले विकास कार्यों हेतु प्रभावी होगा।: [709, 677, 929, 827]
- panchayat-name: देवनगर: [394, 354, 430, 370]
- body-panchayat-name: खैरहनिया: [509, 411, 532, 419]
- pradhan-signature: [477, 586, 589, 609]
- notice-body: [477, 1209, 700, 1369]
- sachiv-role: सचिव: [405, 1398, 420, 1406]
- panchayat-name: सुगानगर: [160, 1152, 202, 1168]
- masthead: [0, 0, 945, 76]
- pradhan-signature: [708, 852, 820, 875]
- website-block: [754, 47, 925, 63]
- notice-header: [708, 86, 931, 126]
- notice-type: अल्पकालिक निविदा/आपूर्ति सूचना: [291, 396, 423, 408]
- body-text: में मनरेगा पंचम राज्य वित /केंद्रीय वित आयोग पंद्रहवा वित्त/ठोस एवं तरल अपशिष्ट प्रबंध के तहत मिशन कायाकल्प, स्वच्छ भारत मिशन के अंतर्गत स्वीकृत कार्य योजनाओं आंगनवाड़ी केंद्र, पंचायत भवन, सामुदायिक शौचालय, अंत्येष्टि स्थल, उच्च प्राथमिक विद्यालय, खड़ंजा निर्माण संख्या गृह का निर्माण, टीन शेड ग्राम पंचायत में पंचायत आपूर्ति, फर्निश कार्य, साफ सफाई किट, सोलर लाइट, स्ट्रीट लाइट, इंटरलॉकिंग ईंट, शौचालिट गोदाम आश्रय स्थल निर्माण व एस एल डब्ल्यू एम योजना अंतर्गत कार्य इत्यादि कार्यों हेतु ईंट प्रथम श्रेणी, द्वितीय श्रेणी इंटरलॉकिंग ईंट, बालू, सीमेंट, मोरंग, विभिन्न साइज की सरिया, पेंट, डायरिन मे प्रयुक्त सामग्री, ईंट मिट्टी, पत्थर मिट्टी, ह्यूम पाइप, हैंडपम्प सामान, रिबोर सामग्री, पंचायत योजना सामग्री सामुदायिक शौचालय एवं आश्रय स्थल पर भूसा/चारा कार्य हेतु इत्यादि के आपूर्ति हेतु निविदा आमंत्रित की जाती है इच्छुक आपूर्तिकर्ता द्वारा सूचना 12-4-2025 तक के अंदर सामग्री आपूर्ति हेतु अपने वांछित प्रपत्र का लिफाफे में ग्राम पंचायत कार्यालय के निविदा बॉक्स में 12बजे तक डाली जाएगी 13-4-2025 को 12 बजे तक खोली जाएगी निविदा की धरोहर राशि 5000 होगी ग्राम पंचायत कार्यालय मे प्रधान/ सचिव की उपस्थिति मे निविदा पत्र खोला जाएगा। निविदा/कोटेशन स्वीकृति करने का अधिकार ग्राम पंचायत कार्यालय के पास सुरक्षित होगा। उक्त सभी सामग्री वर्तमान समय उत्तर प्रदेश लोक निर्माण विभाग के विशिष्टियों के अनुसार पर महत गोडा के द्वारा निर्धारित दरों के सापेक्ष की जाएगी जिस नियम शर्त किसी भी कार्यालय दिवस मे ग्राम पंचायत कार्यालय से प्राप्त की जा सकती है निविदा ग्राम पंचायत के वित्तीय वर्ष 2025-26 मे कराए जाने वाले विकास कार्यों हेतु प्रभावी होगा।: [478, 145, 698, 295]
- pradhan-signature: [14, 852, 126, 875]
- pradhan-name: धनीराम: [55, 1119, 84, 1131]
- signatures: [477, 320, 700, 348]
- panchayat-name: लैबुडवा: [857, 620, 893, 636]
